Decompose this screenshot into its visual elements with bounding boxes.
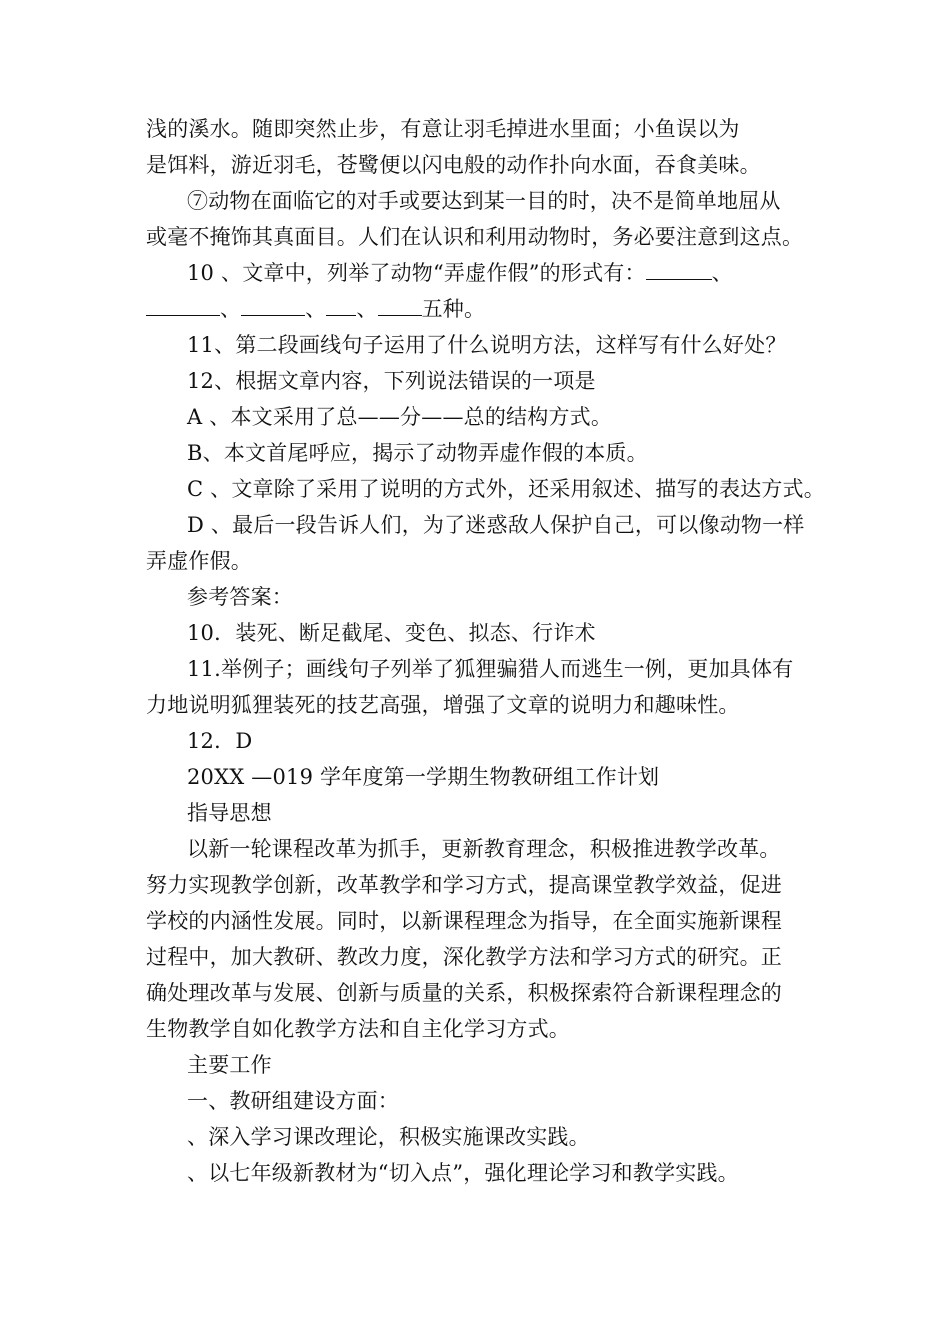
answer-12: 12．D bbox=[187, 729, 253, 753]
blank-separator: 、 bbox=[711, 261, 733, 285]
answer-blank[interactable] bbox=[378, 295, 422, 316]
paragraph-line: 努力实现教学创新，改革教学和学习方式，提高课堂教学效益，促进 bbox=[146, 873, 782, 897]
option-a: A 、本文采用了总——分——总的结构方式。 bbox=[187, 405, 613, 429]
blank-separator: 、 bbox=[305, 297, 327, 321]
option-d-continued: 弄虚作假。 bbox=[146, 549, 252, 573]
paragraph-line: 以新一轮课程改革为抓手，更新教育理念，积极推进教学改革。 bbox=[187, 837, 781, 861]
section-heading: 主要工作 bbox=[187, 1053, 272, 1077]
paragraph-line: 确处理改革与发展、创新与质量的关系，积极探索符合新课程理念的 bbox=[146, 981, 782, 1005]
plan-title: 20XX —019 学年度第一学期生物教研组工作计划 bbox=[187, 765, 660, 789]
text-line: ⑦动物在面临它的对手或要达到某一目的时，决不是简单地屈从 bbox=[187, 189, 781, 213]
answer-blank[interactable] bbox=[646, 259, 712, 280]
paragraph-line: 学校的内涵性发展。同时，以新课程理念为指导，在全面实施新课程 bbox=[146, 909, 782, 933]
answer-11-continued: 力地说明狐狸装死的技艺高强，增强了文章的说明力和趣味性。 bbox=[146, 693, 740, 717]
question-12: 12、根据文章内容，下列说法错误的一项是 bbox=[187, 369, 596, 393]
blank-separator: 、 bbox=[220, 297, 242, 321]
section-heading: 指导思想 bbox=[187, 801, 272, 825]
question-10-blanks-line bbox=[146, 294, 826, 324]
answer-11: 11.举例子；画线句子列举了狐狸骗猎人而逃生一例，更加具体有 bbox=[187, 657, 794, 681]
answer-blank[interactable] bbox=[241, 295, 305, 316]
answer-blank[interactable] bbox=[326, 295, 356, 316]
answers-heading: 参考答案： bbox=[187, 585, 293, 609]
list-item: 、深入学习课改理论，积极实施课改实践。 bbox=[187, 1125, 590, 1149]
text-line: 浅的溪水。随即突然止步，有意让羽毛掉进水里面；小鱼误以为 bbox=[146, 117, 740, 141]
option-d: D 、最后一段告诉人们，为了迷惑敌人保护自己，可以像动物一样 bbox=[187, 513, 805, 537]
answer-10: 10．装死、断足截尾、变色、拟态、行诈术 bbox=[187, 621, 596, 645]
option-b: B、本文首尾呼应，揭示了动物弄虚作假的本质。 bbox=[187, 441, 648, 465]
blank-separator: 、 bbox=[356, 297, 378, 321]
option-c: C 、文章除了采用了说明的方式外，还采用叙述、描写的表达方式。 bbox=[187, 477, 825, 501]
question-10-line bbox=[187, 258, 867, 288]
list-item: 、以七年级新教材为“切入点”，强化理论学习和教学实践。 bbox=[187, 1161, 739, 1185]
text-line: 或毫不掩饰其真面目。人们在认识和利用动物时，务必要注意到这点。 bbox=[146, 225, 804, 249]
question-10-text: 10 、文章中，列举了动物“弄虚作假”的形式有： bbox=[187, 261, 646, 285]
question-11: 11、第二段画线句子运用了什么说明方法，这样写有什么好处？ bbox=[187, 333, 787, 357]
paragraph-line: 过程中，加大教研、教改力度，深化教学方法和学习方式的研究。正 bbox=[146, 945, 782, 969]
question-10-tail: 五种。 bbox=[421, 297, 486, 321]
answer-blank[interactable] bbox=[146, 295, 220, 316]
text-line: 是饵料，游近羽毛，苍鹭便以闪电般的动作扑向水面，吞食美味。 bbox=[146, 153, 761, 177]
subsection-heading: 一、教研组建设方面： bbox=[187, 1089, 399, 1113]
paragraph-line: 生物教学自如化教学方法和自主化学习方式。 bbox=[146, 1017, 570, 1041]
